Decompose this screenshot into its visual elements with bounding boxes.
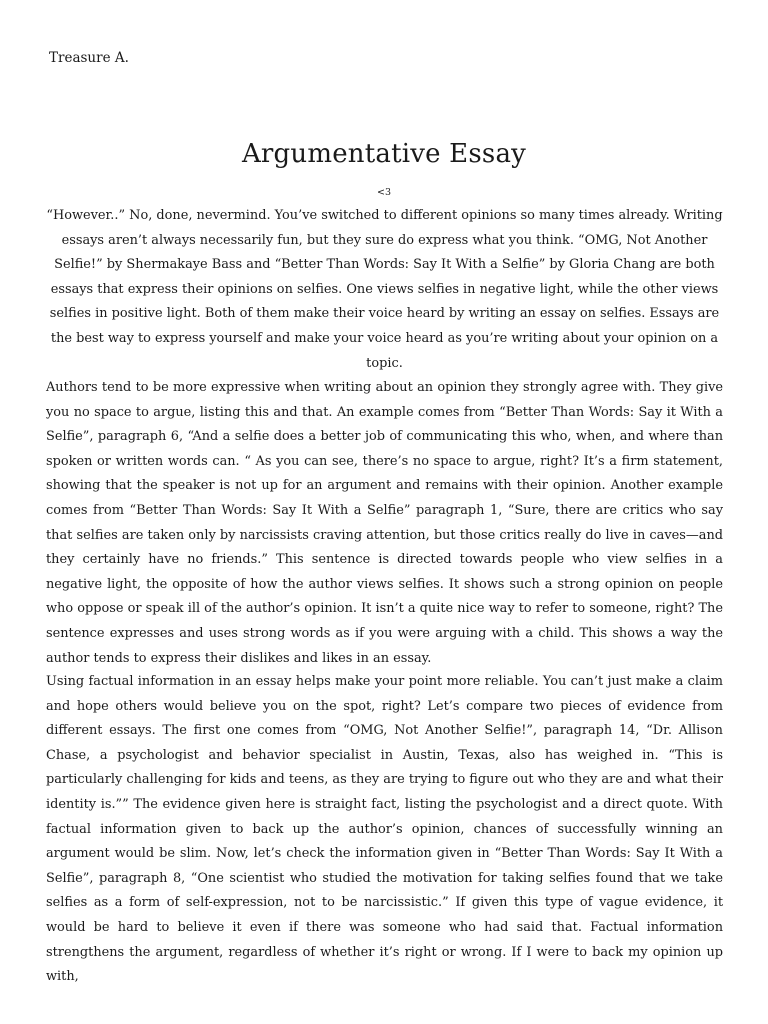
- heart-emoticon: <3: [376, 187, 391, 198]
- author-name: Treasure A.: [49, 50, 129, 66]
- paragraph-body-1: Authors tend to be more expressive when writing about an opinion they strongly agree with. They give you no space to argue, listing this and that. An example comes from “Better Than Words: Say it With a Selfie”, paragraph 6, “And a selfie does a better job of communicating this who, when, and where than spoken or written words can. “ As you can see, there’s no space to argue, right? It’s a firm statement, showing that the speaker is not up for an argument and remains with their opinion. Another example comes from “Better Than Words: Say It With a Selfie” paragraph 1, “Sure, there are critics who say that selfies are taken only by narcissists craving attention, but those critics really do live in caves—and they certainly have no friends.” This sentence is directed towards people who view selfies in a negative light, the opposite of how the author views selfies. It shows such a strong opinion on people who oppose or speak ill of the author’s opinion. It isn’t a quite nice way to refer to someone, right? The sentence expresses and uses strong words as if you were arguing with a child. This shows a way the author tends to express their dislikes and likes in an essay.: [46, 380, 723, 666]
- paragraph-body-2: Using factual information in an essay helps make your point more reliable. You can’t just make a claim and hope others would believe you on the spot, right? Let’s compare two pieces of evidence from different essays. The first one comes from “OMG, Not Another Selfie!”, paragraph 14, “Dr. Allison Chase, a psychologist and behavior specialist in Austin, Texas, also has weighed in. “This is particularly challenging for kids and teens, as they are trying to figure out who they are and what their identity is.”” The evidence given here is straight fact, listing the psychologist and a direct quote. With factual information given to back up the author’s opinion, chances of successfully winning an argument would be slim. Now, let’s check the information given in “Better Than Words: Say It With a Selfie”, paragraph 8, “One scientist who studied the motivation for taking selfies found that we take selfies as a form of self-expression, not to be narcissistic.” If given this type of vague evidence, it would be hard to believe it even if there was someone who had said that. Factual information strengthens the argument, regardless of whether it’s right or wrong. If I were to back my opinion up with,: [46, 674, 723, 985]
- essay-title: Argumentative Essay: [241, 139, 527, 169]
- paragraph-intro: “However..” No, done, nevermind. You’ve switched to different opinions so many times already. Writing essays aren’t always necessarily fun, but they sure do express what you think. “OMG, Not Another Selfie!” by Shermakaye Bass and “Better Than Words: Say It With a Selfie” by Gloria Chang are both essays that express their opinions on selfies. One views selfies in negative light, while the other views selfies in positive light. Both of them make their voice heard by writing an essay on selfies. Essays are the best way to express yourself and make your voice heard as you’re writing about your opinion on a topic.: [46, 208, 723, 371]
